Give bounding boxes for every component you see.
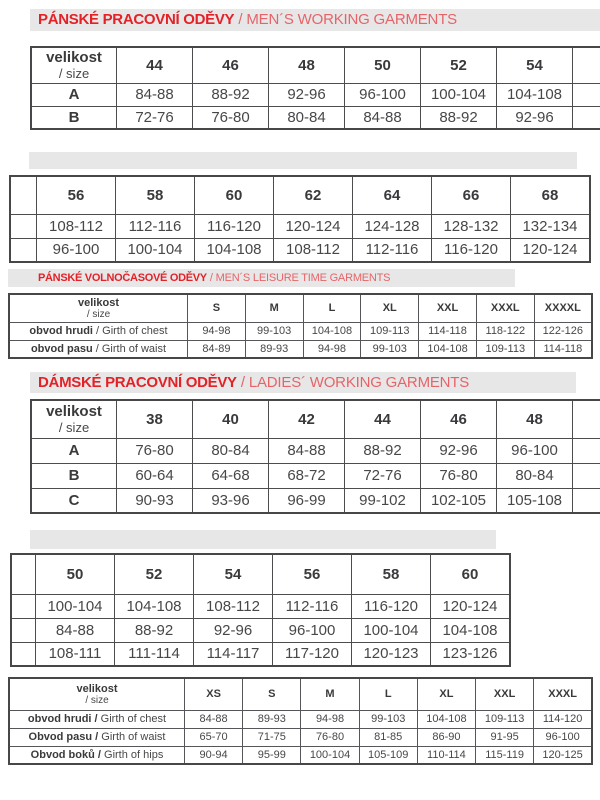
measure-value-cell: 112-116 <box>273 594 352 618</box>
ladies-leisure-table-wrap <box>8 677 593 765</box>
mens-leisure-table-wrap <box>8 293 593 359</box>
measure-value-cell: 108-111 <box>36 642 115 666</box>
girth-of-hips-row <box>9 746 592 764</box>
measure-value-cell: 80-84 <box>497 463 573 488</box>
measure-value-cell: 118-122 <box>476 322 534 340</box>
row-label-czech: Obvod boků / <box>30 748 101 761</box>
measure-value-cell: 99-103 <box>245 322 303 340</box>
measure-value-cell: 117-120 <box>273 642 352 666</box>
size-header-cell: 48 <box>497 400 573 438</box>
size-label-english: / size <box>86 308 111 320</box>
measure-value-cell: 90-93 <box>117 488 193 513</box>
size-header-cell: XXL <box>476 678 534 710</box>
mens-leisure-sizes-table <box>8 293 593 359</box>
ladies-working-table-50-60-wrap <box>10 553 511 667</box>
measure-value-cell: 120-124 <box>431 594 511 618</box>
measure-value-cell: 76-80 <box>421 463 497 488</box>
measure-value-cell: 92-96 <box>194 618 273 642</box>
size-header-row <box>31 47 600 83</box>
divider-band <box>29 152 577 169</box>
measure-value-cell: 105-108 <box>497 488 573 513</box>
measure-value-cell: 109-113 <box>361 322 419 340</box>
section-title-mens-leisure <box>8 269 515 287</box>
measure-value-cell: 76-80 <box>301 728 359 746</box>
measure-value-cell: 91-95 <box>476 728 534 746</box>
measure-value-cell: 99-103 <box>361 340 419 358</box>
clipped-column-cell <box>10 214 37 238</box>
measure-value-cell: 108-112 <box>37 214 116 238</box>
measure-value-cell: 116-120 <box>195 214 274 238</box>
measure-value-cell: 124-128 <box>353 214 432 238</box>
measure-value-cell: 99-102 <box>345 488 421 513</box>
girth-of-chest-row <box>9 322 592 340</box>
size-header-row <box>9 678 592 710</box>
measure-value-cell: 88-92 <box>115 618 194 642</box>
measure-row-a <box>10 214 590 238</box>
row-label-english: Girth of chest <box>100 713 167 725</box>
size-header-cell: 58 <box>116 176 195 214</box>
measure-value-cell: 108-112 <box>274 238 353 262</box>
measure-value-cell: 95-99 <box>243 746 301 764</box>
size-header-cell: 52 <box>115 554 194 594</box>
measure-value-cell: 120-123 <box>352 642 431 666</box>
measure-value-cell: 89-93 <box>243 710 301 728</box>
size-header-cell: 66 <box>432 176 511 214</box>
measure-value-cell: 109-113 <box>476 340 534 358</box>
measure-row-a <box>31 83 600 106</box>
size-label-czech: velikost <box>76 682 118 695</box>
size-header-cell: 42 <box>269 400 345 438</box>
size-header-cell: 40 <box>193 400 269 438</box>
measure-row-a <box>31 438 600 463</box>
size-header-cell: 52 <box>421 47 497 83</box>
measure-value-cell: 122-126 <box>534 322 592 340</box>
clipped-column-cell <box>573 438 600 463</box>
section-title-mens-working <box>30 9 600 31</box>
row-label-chest <box>9 322 188 340</box>
measure-value-cell: 84-88 <box>185 710 243 728</box>
measure-value-cell: 60-64 <box>117 463 193 488</box>
size-header-cell: L <box>359 678 417 710</box>
clipped-column-cell <box>573 83 600 106</box>
measure-value-cell: 104-108 <box>195 238 274 262</box>
measure-value-cell: 72-76 <box>117 106 193 129</box>
size-header-cell: 56 <box>273 554 352 594</box>
size-header-cell: XL <box>361 294 419 322</box>
measure-value-cell: 100-104 <box>421 83 497 106</box>
measure-value-cell: 110-114 <box>417 746 475 764</box>
measure-value-cell: 96-100 <box>273 618 352 642</box>
measure-value-cell: 88-92 <box>421 106 497 129</box>
row-label-a: A <box>31 438 117 463</box>
measure-value-cell: 111-114 <box>115 642 194 666</box>
measure-value-cell: 100-104 <box>352 618 431 642</box>
measure-value-cell: 120-125 <box>534 746 592 764</box>
size-header-cell: 44 <box>345 400 421 438</box>
clipped-column-cell <box>573 400 600 438</box>
size-header-cell: 50 <box>36 554 115 594</box>
measure-value-cell: 84-88 <box>36 618 115 642</box>
measure-value-cell: 116-120 <box>432 238 511 262</box>
measure-value-cell: 64-68 <box>193 463 269 488</box>
size-header-cell: 44 <box>117 47 193 83</box>
measure-value-cell: 105-109 <box>359 746 417 764</box>
measure-value-cell: 92-96 <box>497 106 573 129</box>
size-label-czech: velikost <box>46 49 102 67</box>
measure-value-cell: 96-100 <box>497 438 573 463</box>
size-label-czech: velikost <box>78 296 119 309</box>
clipped-column-cell <box>10 176 37 214</box>
row-label-a: A <box>31 83 117 106</box>
measure-value-cell: 92-96 <box>269 83 345 106</box>
measure-value-cell: 112-116 <box>116 214 195 238</box>
measure-value-cell: 81-85 <box>359 728 417 746</box>
measure-value-cell: 96-100 <box>37 238 116 262</box>
size-header-cell: XXXL <box>476 294 534 322</box>
size-header-cell: 60 <box>431 554 511 594</box>
mens-working-table-44-54-wrap <box>30 46 600 130</box>
measure-value-cell: 76-80 <box>117 438 193 463</box>
measure-value-cell: 86-90 <box>417 728 475 746</box>
girth-of-waist-row <box>9 340 592 358</box>
measure-value-cell: 102-105 <box>421 488 497 513</box>
measure-value-cell: 115-119 <box>476 746 534 764</box>
size-header-cell: XXXXL <box>534 294 592 322</box>
clipped-column-cell <box>11 594 36 618</box>
measure-value-cell: 104-108 <box>115 594 194 618</box>
size-header-row <box>31 400 600 438</box>
section-title-ladies-working <box>30 372 576 393</box>
clipped-column-cell <box>573 488 600 513</box>
size-label-header <box>31 400 117 438</box>
measure-value-cell: 89-93 <box>245 340 303 358</box>
ladies-working-sizes-table-38-48 <box>30 399 600 514</box>
measure-value-cell: 93-96 <box>193 488 269 513</box>
measure-value-cell: 109-113 <box>476 710 534 728</box>
row-label-czech: obvod pasu <box>30 342 93 355</box>
measure-value-cell: 88-92 <box>193 83 269 106</box>
clipped-column-cell <box>10 238 37 262</box>
size-header-cell: 48 <box>269 47 345 83</box>
title-english-text: / LADIES´ WORKING GARMENTS <box>240 374 470 391</box>
size-header-cell: 54 <box>497 47 573 83</box>
measure-value-cell: 92-96 <box>421 438 497 463</box>
size-header-row <box>10 176 590 214</box>
measure-row-c <box>31 488 600 513</box>
measure-value-cell: 112-116 <box>353 238 432 262</box>
ladies-working-table-38-48-wrap <box>30 399 600 514</box>
ladies-working-sizes-table-50-60 <box>10 553 511 667</box>
size-label-czech: velikost <box>46 403 102 421</box>
clipped-column-cell <box>573 106 600 129</box>
size-label-header <box>9 678 185 710</box>
measure-value-cell: 76-80 <box>193 106 269 129</box>
measure-value-cell: 123-126 <box>431 642 511 666</box>
clipped-column-cell <box>11 618 36 642</box>
measure-value-cell: 90-94 <box>185 746 243 764</box>
row-label-waist <box>9 340 188 358</box>
title-czech-text: PÁNSKÉ PRACOVNÍ ODĚVY <box>38 11 235 28</box>
mens-working-sizes-table-56-68 <box>9 175 591 263</box>
measure-value-cell: 108-112 <box>194 594 273 618</box>
measure-value-cell: 100-104 <box>116 238 195 262</box>
measure-value-cell: 114-120 <box>534 710 592 728</box>
measure-value-cell: 96-99 <box>269 488 345 513</box>
measure-value-cell: 114-118 <box>534 340 592 358</box>
measure-row-b <box>10 238 590 262</box>
clipped-column-cell <box>573 47 600 83</box>
clipped-column-cell <box>573 463 600 488</box>
row-label-chest <box>9 710 185 728</box>
measure-value-cell: 132-134 <box>511 214 591 238</box>
measure-value-cell: 88-92 <box>345 438 421 463</box>
row-label-czech: Obvod pasu / <box>28 731 99 743</box>
measure-value-cell: 71-75 <box>243 728 301 746</box>
size-header-cell: 54 <box>194 554 273 594</box>
measure-value-cell: 84-88 <box>269 438 345 463</box>
size-header-row <box>9 294 592 322</box>
measure-value-cell: 96-100 <box>345 83 421 106</box>
clipped-column-cell <box>11 554 36 594</box>
measure-value-cell: 104-108 <box>419 340 477 358</box>
size-header-cell: 60 <box>195 176 274 214</box>
measure-value-cell: 65-70 <box>185 728 243 746</box>
size-label-english: / size <box>58 420 90 436</box>
size-header-cell: L <box>303 294 361 322</box>
title-czech-text: DÁMSKÉ PRACOVNÍ ODĚVY <box>38 374 237 391</box>
measure-value-cell: 96-100 <box>534 728 592 746</box>
girth-of-waist-row <box>9 728 592 746</box>
measure-value-cell: 80-84 <box>193 438 269 463</box>
mens-working-table-56-68-wrap <box>9 175 591 263</box>
row-label-c: C <box>31 488 117 513</box>
size-header-cell: S <box>243 678 301 710</box>
title-czech-text: PÁNSKÉ VOLNOČASOVÉ ODĚVY <box>38 272 207 284</box>
row-label-english: / Girth of waist <box>95 342 167 355</box>
measure-value-cell: 94-98 <box>301 710 359 728</box>
measure-row-b <box>11 618 510 642</box>
measure-value-cell: 100-104 <box>301 746 359 764</box>
measure-row-b <box>31 463 600 488</box>
size-label-header <box>31 47 117 83</box>
measure-value-cell: 80-84 <box>269 106 345 129</box>
size-header-cell: M <box>245 294 303 322</box>
ladies-sizes-table-xs-xxxl <box>8 677 593 765</box>
size-header-cell: M <box>301 678 359 710</box>
measure-value-cell: 104-108 <box>417 710 475 728</box>
measure-value-cell: 104-108 <box>497 83 573 106</box>
row-label-czech: obvod hrudi / <box>27 713 98 725</box>
girth-of-chest-row <box>9 710 592 728</box>
row-label-b: B <box>31 106 117 129</box>
size-header-cell: 58 <box>352 554 431 594</box>
size-header-cell: 64 <box>353 176 432 214</box>
size-header-cell: 50 <box>345 47 421 83</box>
row-label-b: B <box>31 463 117 488</box>
row-label-hips <box>9 746 185 764</box>
size-label-header <box>9 294 188 322</box>
measure-value-cell: 114-118 <box>419 322 477 340</box>
measure-row-a <box>11 594 510 618</box>
row-label-czech: obvod hrudi <box>29 325 93 337</box>
row-label-english: / Girth of chest <box>96 325 168 337</box>
row-label-english: Girth of hips <box>104 748 164 761</box>
measure-value-cell: 84-88 <box>345 106 421 129</box>
size-label-english: / size <box>58 66 90 82</box>
measure-value-cell: 94-98 <box>188 322 246 340</box>
size-header-cell: 46 <box>421 400 497 438</box>
measure-value-cell: 68-72 <box>269 463 345 488</box>
size-header-cell: 68 <box>511 176 591 214</box>
measure-value-cell: 120-124 <box>274 214 353 238</box>
measure-value-cell: 104-108 <box>431 618 511 642</box>
size-header-cell: XXL <box>419 294 477 322</box>
size-header-cell: 38 <box>117 400 193 438</box>
measure-value-cell: 84-89 <box>188 340 246 358</box>
measure-value-cell: 128-132 <box>432 214 511 238</box>
size-header-cell: 56 <box>37 176 116 214</box>
measure-row-c <box>11 642 510 666</box>
measure-row-b <box>31 106 600 129</box>
measure-value-cell: 94-98 <box>303 340 361 358</box>
size-header-cell: S <box>188 294 246 322</box>
title-english-text: / MEN´S LEISURE TIME GARMENTS <box>209 272 391 284</box>
divider-band <box>30 530 496 549</box>
measure-value-cell: 104-108 <box>303 322 361 340</box>
size-header-cell: XS <box>185 678 243 710</box>
measure-value-cell: 116-120 <box>352 594 431 618</box>
size-header-cell: XXXL <box>534 678 592 710</box>
measure-value-cell: 84-88 <box>117 83 193 106</box>
measure-value-cell: 100-104 <box>36 594 115 618</box>
clipped-column-cell <box>11 642 36 666</box>
measure-value-cell: 72-76 <box>345 463 421 488</box>
size-label-english: / size <box>85 694 109 706</box>
row-label-english: Girth of waist <box>101 731 166 743</box>
measure-value-cell: 99-103 <box>359 710 417 728</box>
measure-value-cell: 120-124 <box>511 238 591 262</box>
size-header-cell: 46 <box>193 47 269 83</box>
size-header-cell: XL <box>417 678 475 710</box>
measure-value-cell: 114-117 <box>194 642 273 666</box>
row-label-waist <box>9 728 185 746</box>
size-header-cell: 62 <box>274 176 353 214</box>
mens-working-sizes-table-44-54 <box>30 46 600 130</box>
title-english-text: / MEN´S WORKING GARMENTS <box>238 11 457 28</box>
size-header-row <box>11 554 510 594</box>
